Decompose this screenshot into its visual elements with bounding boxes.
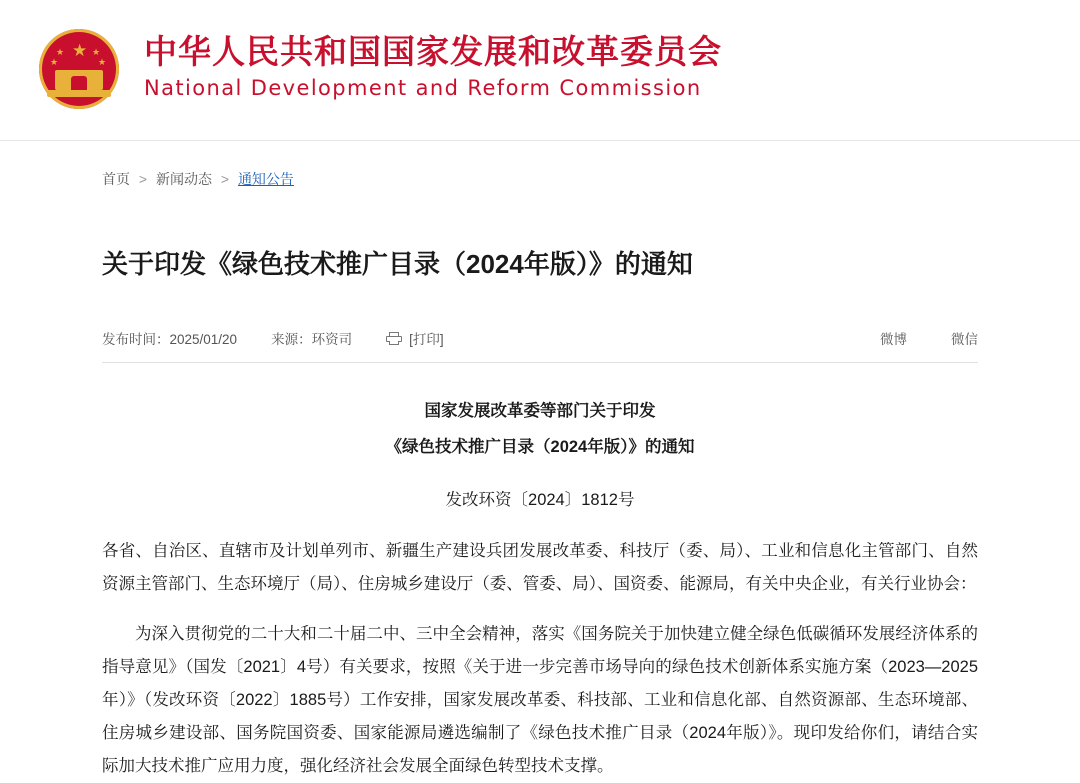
printer-icon <box>386 332 402 345</box>
china-national-emblem-icon: ★ ★ ★ ★ ★ <box>36 26 122 112</box>
publish-time-label: 发布时间： <box>102 332 170 348</box>
breadcrumb-news[interactable]: 新闻动态 <box>155 171 212 187</box>
document-number: 发改环资〔2024〕1812号 <box>445 491 635 510</box>
source-label: 来源： <box>271 332 312 348</box>
article-paragraph-1: 各省、自治区、直辖市及计划单列市、新疆生产建设兵团发展改革委、科技厅（委、局）、工业和信息化主管部门、自然资源主管部门、生态环境厅（局）、住房城乡建设厅（委、管委、局）、国资委、能源局，有关中央企业，有关行业协会： <box>102 542 978 594</box>
page-title: 关于印发《绿色技术推广目录（2024年版）》的通知 <box>102 249 693 280</box>
share-group <box>836 328 978 348</box>
page-content <box>40 141 1040 783</box>
article-body <box>80 363 1000 783</box>
site-title-en: National Development and Reform Commission <box>144 76 702 100</box>
header-inner <box>0 0 1080 112</box>
site-header <box>0 0 1080 141</box>
print-label: [打印] <box>409 332 444 348</box>
breadcrumb-home[interactable]: 首页 <box>102 171 130 187</box>
breadcrumb-separator-1: > <box>138 171 148 187</box>
breadcrumb <box>80 141 1000 189</box>
site-title-cn: 中华人民共和国国家发展和改革委员会 <box>144 33 722 70</box>
source <box>271 328 352 348</box>
print-button[interactable] <box>386 328 444 348</box>
share-wechat-button[interactable]: 微信 <box>951 332 978 348</box>
document-meta-bar <box>102 328 978 363</box>
breadcrumb-current[interactable]: 通知公告 <box>237 171 294 187</box>
article-paragraph-2: 为深入贯彻党的二十大和二十届二中、三中全会精神，落实《国务院关于加快建立健全绿色低碳循环发展经济体系的指导意见》（国发〔2021〕4号）有关要求，按照《关于进一步完善市场导向的绿色技术创新体系实施方案（2023—2025年）》（发改环资〔2022〕1885号）工作安排，国家发展改革委、科技部、工业和信息化部、自然资源部、生态环境部、住房城乡建设部、国务院国资委、国家能源局遴选编制了《绿色技术推广目录（2024年版）》。现印发给你们，请结合实际加大技术推广应用力度，强化经济社会发展全面绿色转型技术支撑。 <box>102 624 978 775</box>
source-value: 环资司 <box>311 332 353 348</box>
publish-time-value: 2025/01/20 <box>169 332 238 348</box>
header-titles <box>144 31 722 107</box>
publish-time <box>102 328 237 348</box>
share-weibo-button[interactable]: 微博 <box>880 332 907 348</box>
breadcrumb-separator-2: > <box>220 171 230 187</box>
article-heading-line1: 国家发展改革委等部门关于印发 <box>424 402 656 421</box>
article-heading-line2: 《绿色技术推广目录（2024年版）》的通知 <box>385 438 695 457</box>
